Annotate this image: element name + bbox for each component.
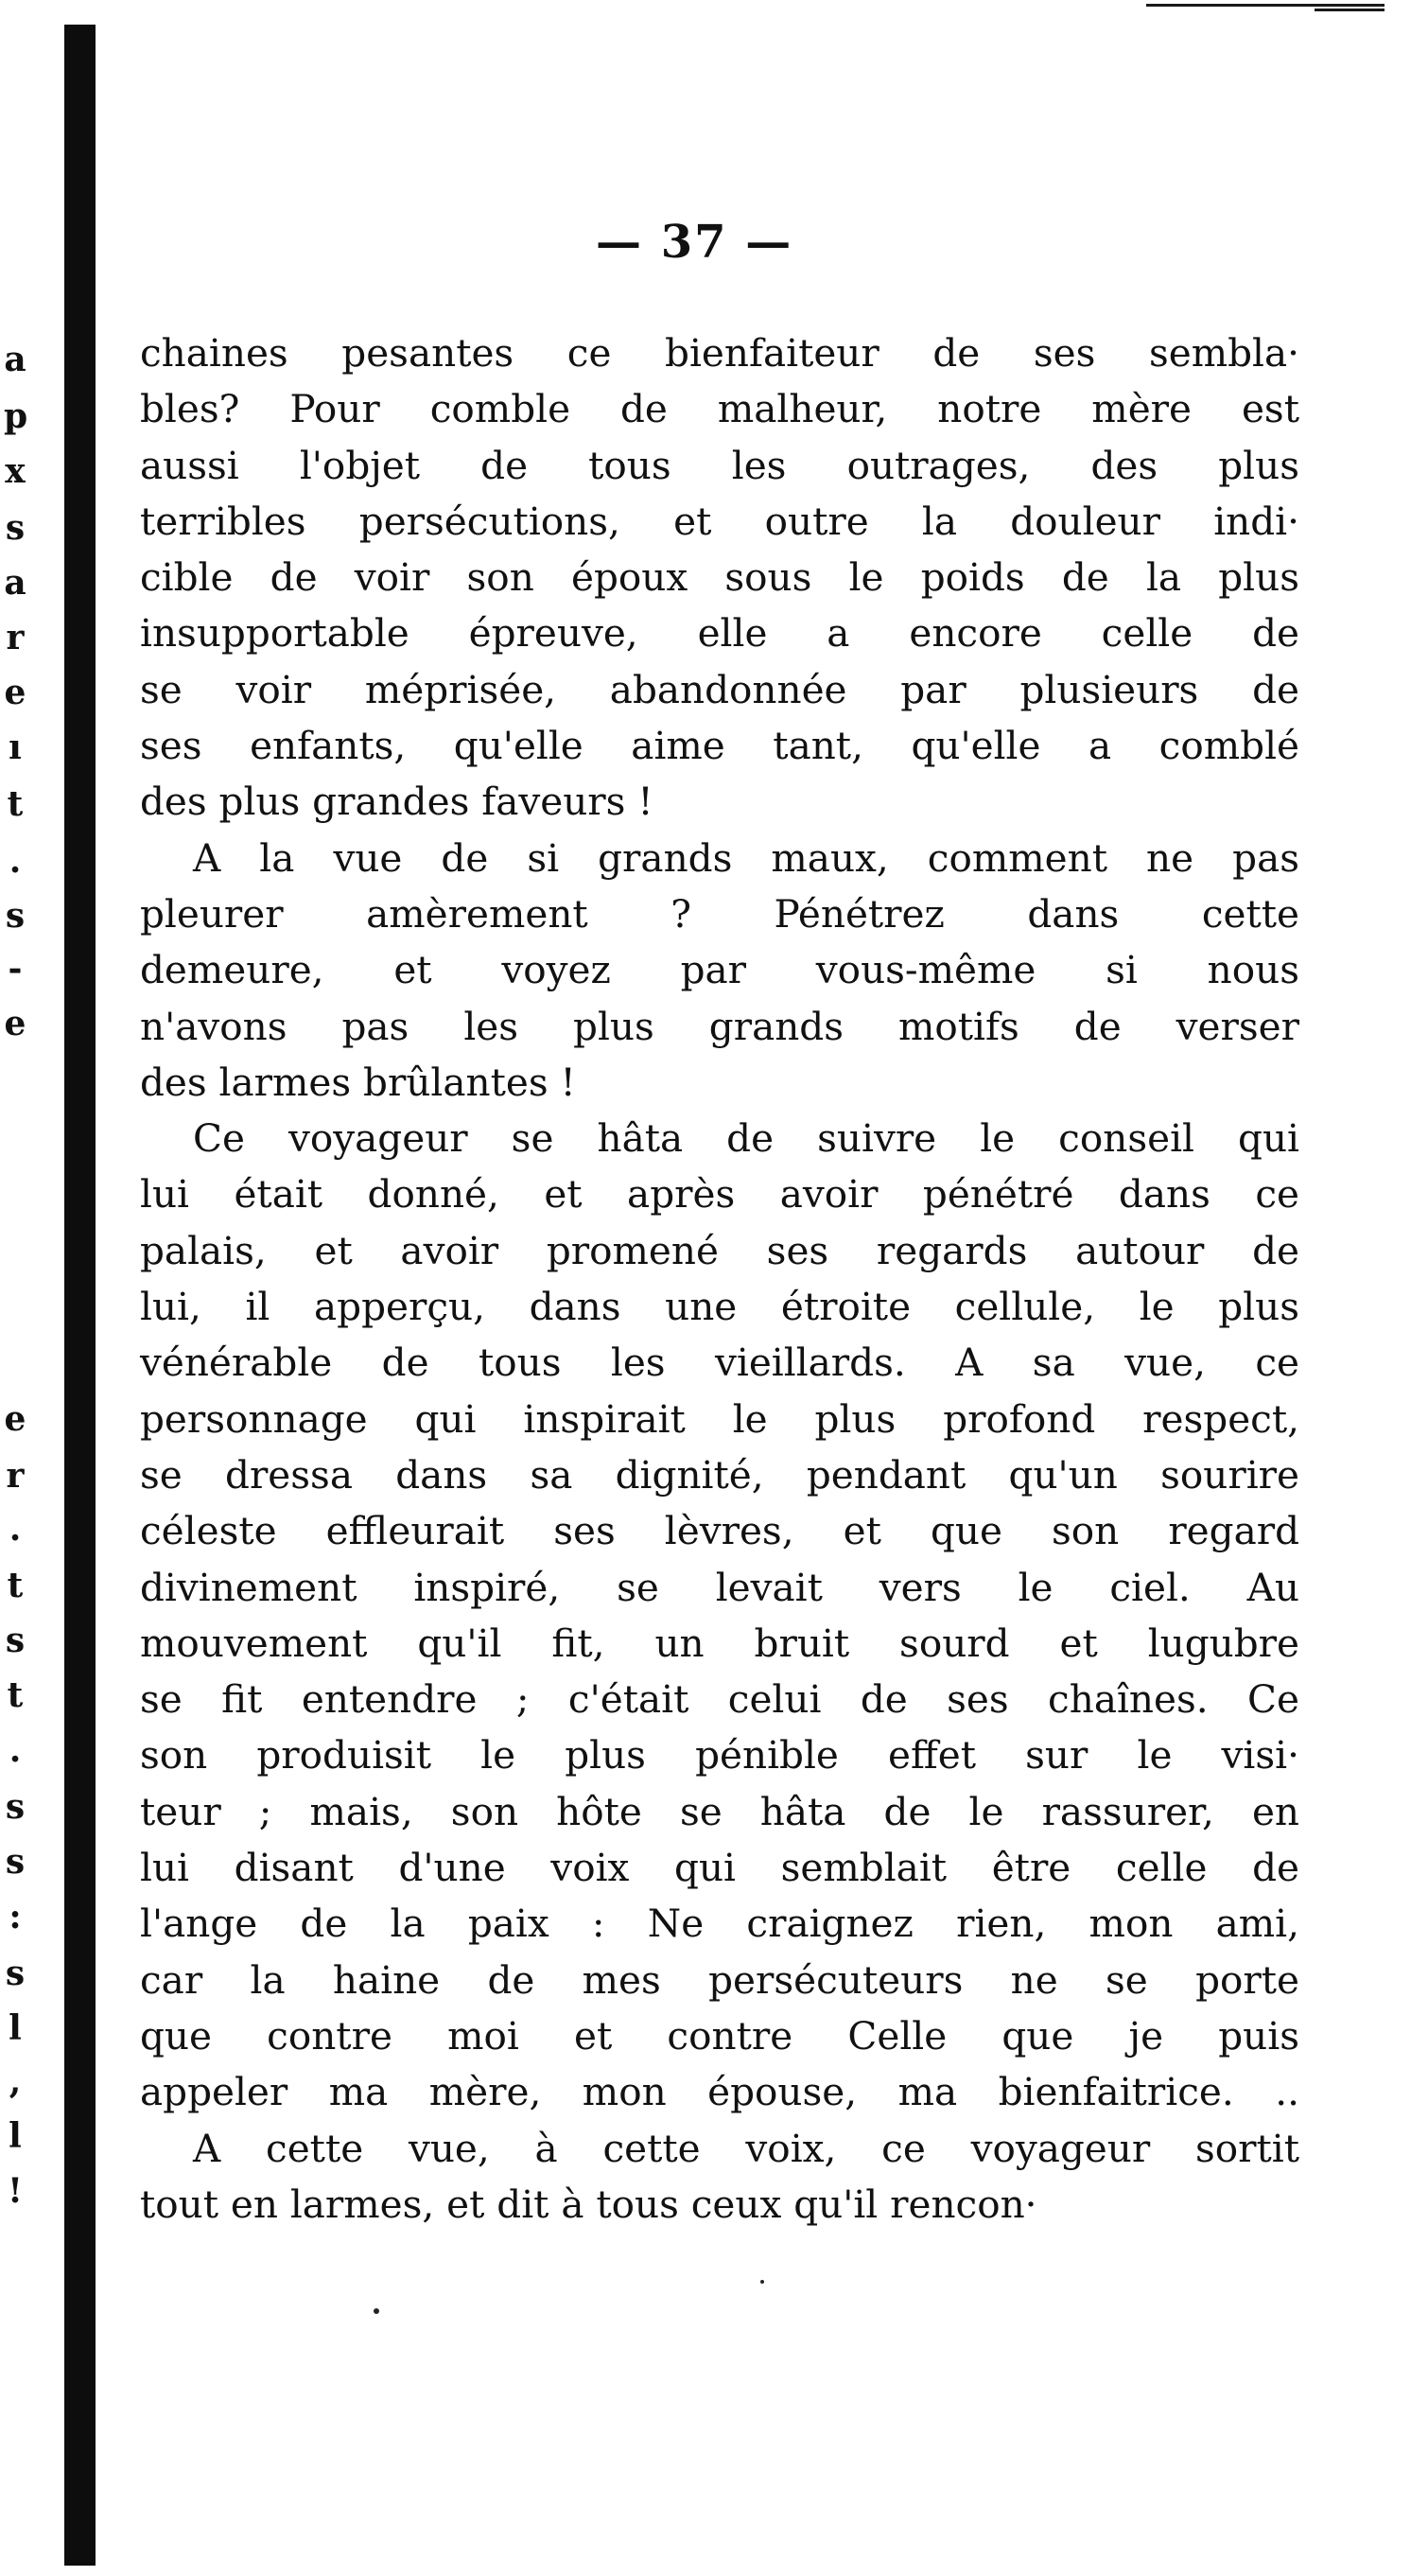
page-body-text [140, 325, 1299, 2233]
margin-letter: s [5, 896, 26, 936]
margin-letter: s [5, 1621, 26, 1660]
text-line: A la vue de si grands maux, comment ne pas [193, 834, 1299, 881]
margin-letter: e [4, 673, 26, 712]
text-line: des plus grandes faveurs ! [140, 779, 653, 825]
margin-letter: t [7, 1675, 24, 1715]
text-line: son produisit le plus pénible effet sur le visi· [140, 1732, 1299, 1779]
text-line: l'ange de la paix : Ne craignez rien, mon ami, [140, 1901, 1299, 1947]
text-line: lui disant d'une voix qui semblait être celle de [140, 1845, 1299, 1891]
text-line: vénérable de tous les vieillards. A sa vue, ce [140, 1340, 1299, 1386]
text-line: que contre moi et contre Celle que je puis [140, 2012, 1299, 2059]
text-line: se dressa dans sa dignité, pendant qu'un sourire [140, 1451, 1299, 1498]
text-line: des larmes brûlantes ! [140, 1059, 576, 1105]
margin-letter: r [6, 1456, 25, 1496]
text-line: ses enfants, qu'elle aime tant, qu'elle a comblé [140, 723, 1299, 769]
margin-letter: - [8, 949, 23, 989]
text-line: chaines pesantes ce bienfaiteur de ses sembla· [140, 330, 1299, 376]
text-line: palais, et avoir promené ses regards autour de [140, 1227, 1299, 1273]
margin-letter: e [4, 1004, 26, 1043]
text-line: se fit entendre ; c'était celui de ses chaînes. Ce [140, 1676, 1299, 1723]
text-line: céleste effleurait ses lèvres, et que son regard [140, 1508, 1299, 1554]
facing-page-margin-letters [0, 0, 28, 2576]
text-line: n'avons pas les plus grands motifs de verser [140, 1003, 1299, 1049]
text-line: car la haine de mes persécuteurs ne se porte [140, 1956, 1299, 2003]
margin-letter: a [4, 340, 26, 379]
ink-speck [760, 2280, 764, 2284]
text-line: insupportable épreuve, elle a encore celle de [140, 610, 1299, 657]
margin-letter: r [6, 618, 25, 657]
text-line: pleurer amèrement ? Pénétrez dans cette [140, 890, 1299, 937]
margin-letter: . [9, 841, 22, 881]
margin-letter: ! [8, 2171, 23, 2211]
text-line: Ce voyageur se hâta de suivre le conseil qui [193, 1115, 1299, 1162]
margin-letter: : [9, 1897, 22, 1936]
margin-letter: s [5, 1787, 26, 1827]
margin-letter: s [5, 508, 26, 548]
text-line: teur ; mais, son hôte se hâta de le rassurer, en [140, 1788, 1299, 1834]
margin-letter: t [7, 784, 24, 824]
text-line: se voir méprisée, abandonnée par plusieurs de [140, 666, 1299, 712]
margin-letter: ı [9, 727, 22, 767]
margin-letter: p [4, 396, 28, 436]
text-line: bles? Pour comble de malheur, notre mère est [140, 386, 1299, 432]
text-line: A cette vue, à cette voix, ce voyageur sortit [193, 2125, 1299, 2171]
margin-letter: l [9, 2008, 22, 2048]
text-line: demeure, et voyez par vous-même si nous [140, 947, 1299, 993]
page-number: — 37 — [596, 216, 793, 269]
margin-letter: a [4, 563, 26, 603]
margin-letter: s [5, 1842, 26, 1882]
margin-letter: , [9, 2061, 22, 2101]
margin-letter: s [5, 1954, 26, 1993]
top-rule-short [1315, 9, 1384, 11]
text-line: aussi l'objet de tous les outrages, des plus [140, 442, 1299, 488]
margin-letter: x [5, 451, 26, 491]
margin-letter: . [9, 1730, 22, 1770]
margin-letter: l [9, 2116, 22, 2156]
text-line: appeler ma mère, mon épouse, ma bienfaitrice. .. [140, 2069, 1299, 2115]
text-line: divinement inspiré, se levait vers le ciel. Au [140, 1564, 1299, 1610]
text-line: terribles persécutions, et outre la douleur indi· [140, 498, 1299, 544]
text-line: mouvement qu'il fit, un bruit sourd et lugubre [140, 1620, 1299, 1666]
text-line: lui, il apperçu, dans une étroite cellule, le plus [140, 1284, 1299, 1330]
margin-letter: t [7, 1566, 24, 1605]
margin-letter: e [4, 1399, 26, 1439]
binding-gutter-bar [64, 25, 96, 2566]
ink-speck [374, 2308, 379, 2314]
margin-letter: . [9, 1509, 22, 1549]
text-line: lui était donné, et après avoir pénétré dans ce [140, 1171, 1299, 1218]
text-line: personnage qui inspirait le plus profond respect, [140, 1395, 1299, 1442]
text-line: tout en larmes, et dit à tous ceux qu'il rencon· [140, 2181, 1037, 2227]
text-line: cible de voir son époux sous le poids de la plus [140, 554, 1299, 601]
top-rule [1146, 4, 1384, 7]
